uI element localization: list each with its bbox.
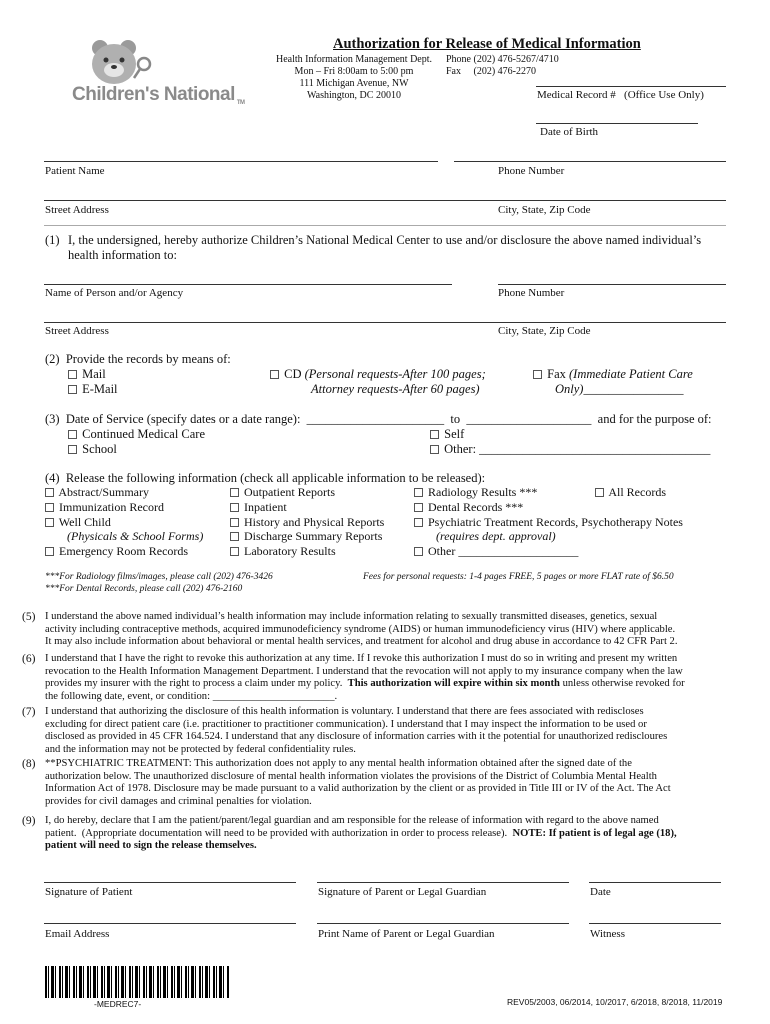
agency-street-label: Street Address xyxy=(45,325,109,337)
all-records-option[interactable]: All Records xyxy=(595,485,666,500)
school-checkbox[interactable] xyxy=(68,445,77,454)
dental-option[interactable]: Dental Records *** xyxy=(414,500,683,515)
checkbox[interactable] xyxy=(230,547,239,556)
hospital-address: Health Information Management Dept. Mon – Fri 8:00am to 5:00 pm 111 Michigan Avenue, NW Washington, DC 20010 xyxy=(275,54,433,101)
logo xyxy=(70,38,260,110)
patient-street-field[interactable] xyxy=(44,200,726,201)
checkbox[interactable] xyxy=(230,503,239,512)
psychiatric-option[interactable]: Psychiatric Treatment Records, Psychotherapy Notes xyxy=(414,515,683,530)
purpose-self-option[interactable]: Self xyxy=(430,427,464,442)
p5-number: (5) xyxy=(22,611,36,623)
inpatient-option[interactable]: Inpatient xyxy=(230,500,384,515)
patient-city-label: City, State, Zip Code xyxy=(498,204,591,216)
parent-signature-field[interactable] xyxy=(317,882,569,883)
mail-checkbox[interactable] xyxy=(68,370,77,379)
fax-checkbox[interactable] xyxy=(533,370,542,379)
agency-phone-label: Phone Number xyxy=(498,287,565,299)
paragraph-5: I understand the above named individual’s health information may include information relating to sexually transmitted diseases, genetics, sexual activity including contraceptive methods, acquired immunodeficiency syndrome (AIDS) or human immunodeficiency virus (HIV) where applicable. It may also include information about behavioral or mental health services, and treatment for alcohol and drug abuse in accordance to 42 CFR Part 2. xyxy=(45,611,678,648)
radiology-note: ***For Radiology films/images, please call (202) 476-3426 xyxy=(45,572,273,582)
patient-signature-label: Signature of Patient xyxy=(45,886,133,898)
revision-dates: REV05/2003, 06/2014, 10/2017, 6/2018, 8/2018, 11/2019 xyxy=(507,997,723,1007)
barcode xyxy=(45,966,230,998)
print-name-field[interactable] xyxy=(317,923,569,924)
checkbox[interactable] xyxy=(45,503,54,512)
patient-phone-label: Phone Number xyxy=(498,165,565,177)
medical-record-field[interactable] xyxy=(536,86,726,87)
checkbox[interactable] xyxy=(45,547,54,556)
delivery-mail-option[interactable]: Mail xyxy=(68,367,106,382)
logo-text: Children's National TM xyxy=(72,84,245,106)
contact-fax: Fax (202) 476-2270 xyxy=(446,66,536,77)
purpose-school-option[interactable]: School xyxy=(68,442,117,457)
email-checkbox[interactable] xyxy=(68,385,77,394)
other-purpose-checkbox[interactable] xyxy=(430,445,439,454)
laboratory-option[interactable]: Laboratory Results xyxy=(230,544,384,559)
section-1-text: I, the undersigned, hereby authorize Children’s National Medical Center to use and/or disclosure the above named individual’s health information to: xyxy=(68,233,702,262)
patient-name-label: Patient Name xyxy=(45,165,105,177)
immunization-option[interactable]: Immunization Record xyxy=(45,500,203,515)
section-1-number: (1) xyxy=(45,233,60,247)
fax-note: Only)________________ xyxy=(555,382,684,396)
checkbox[interactable] xyxy=(230,488,239,497)
all-records-checkbox[interactable] xyxy=(595,488,604,497)
checkbox[interactable] xyxy=(414,518,423,527)
purpose-continued-option[interactable]: Continued Medical Care xyxy=(68,427,205,442)
p9-number: (9) xyxy=(22,815,36,827)
emergency-option[interactable]: Emergency Room Records xyxy=(45,544,203,559)
section-4-title: (4) Release the following information (check all applicable information to be released): xyxy=(45,471,486,485)
agency-phone-field[interactable] xyxy=(498,284,726,285)
well-child-option[interactable]: Well Child xyxy=(45,515,203,530)
teddy-bear-icon xyxy=(80,38,160,86)
separator xyxy=(44,225,726,226)
well-child-note: (Physicals & School Forms) xyxy=(67,529,204,544)
checkbox[interactable] xyxy=(230,518,239,527)
dental-note: ***For Dental Records, please call (202) 476-2160 xyxy=(45,584,243,594)
barcode-label: -MEDREC7- xyxy=(94,999,142,1009)
self-checkbox[interactable] xyxy=(430,430,439,439)
purpose-other-option[interactable]: Other: _____________________________________ xyxy=(430,442,710,457)
email-field[interactable] xyxy=(44,923,296,924)
abstract-option[interactable]: Abstract/Summary xyxy=(45,485,203,500)
paragraph-7: I understand that authorizing the disclosure of this health information is voluntary. I understand that there are fees associated with rediscloses excluding for direct patient care (i.e. practitioner to practitioner communication). I understand that I may inspect the information to be used or disclosed as provided in 45 CFR 164.524. I understand that any disclosure of information carries with it the potential for unauthorized rediscloures and the information may not be protected by federal confidentiality rules. xyxy=(45,706,668,755)
dob-label: Date of Birth xyxy=(540,126,599,138)
agency-name-field[interactable] xyxy=(44,284,452,285)
delivery-cd-option[interactable]: CD (Personal requests-After 100 pages; xyxy=(270,367,486,382)
medical-record-label: Medical Record # (Office Use Only) xyxy=(537,89,704,101)
parent-signature-label: Signature of Parent or Legal Guardian xyxy=(318,886,487,898)
contact-phone: Phone (202) 476-5267/4710 xyxy=(446,54,559,65)
paragraph-6: I understand that I have the right to revoke this authorization at any time. If I revoke this authorization I must do so in writing and present my written revocation to the Health Information Management Department. I understand that the revocation will not apply to my insurance company when the law provides my insurer with the right to process a claim under my policy. This authorization will expire within six month unless otherwise revoked for the following date, event, or condition: _______________________. xyxy=(45,653,685,702)
outpatient-option[interactable]: Outpatient Reports xyxy=(230,485,384,500)
other-records-option[interactable]: Other ____________________ xyxy=(414,544,683,559)
checkbox[interactable] xyxy=(45,518,54,527)
checkbox[interactable] xyxy=(414,488,423,497)
section-3-title: (3) Date of Service (specify dates or a date range): ______________________ to ____________________ and for the purpose of: xyxy=(45,412,712,426)
checkbox[interactable] xyxy=(45,488,54,497)
paragraph-9: I, do hereby, declare that I am the patient/parent/legal guardian and am responsible for the release of information with regard to the above named patient. (Appropriate documentation will need to be provided with authorization in order to process release). NOTE: If patient is of legal age (18), patient will need to sign the release themselves. xyxy=(45,815,677,852)
psychiatric-note: (requires dept. approval) xyxy=(436,529,556,544)
patient-signature-field[interactable] xyxy=(44,882,296,883)
p7-number: (7) xyxy=(22,706,36,718)
cd-note: Attorney requests-After 60 pages) xyxy=(311,382,480,396)
radiology-option[interactable]: Radiology Results *** xyxy=(414,485,683,500)
date-label: Date xyxy=(590,886,611,898)
agency-name-label: Name of Person and/or Agency xyxy=(45,287,184,299)
page-title: Authorization for Release of Medical Information xyxy=(333,36,641,52)
p6-number: (6) xyxy=(22,653,36,665)
section-2-title: (2) Provide the records by means of: xyxy=(45,352,231,366)
checkbox[interactable] xyxy=(230,532,239,541)
paragraph-8: **PSYCHIATRIC TREATMENT: This authorization does not apply to any mental health information obtained after the signed date of the authorization below. The unauthorized disclosure of mental health information violates the provisions of the District of Columbia Mental Health Information Act of 1978. Disclosure may be made pursuant to a valid authorization by the client or as provided in Title III or IV of the Act. The Act provides for civil damages and criminal penalties for violation. xyxy=(45,758,671,807)
p8-number: (8) xyxy=(22,758,36,770)
delivery-email-option[interactable]: E-Mail xyxy=(68,382,118,397)
cd-checkbox[interactable] xyxy=(270,370,279,379)
history-option[interactable]: History and Physical Reports xyxy=(230,515,384,530)
continued-care-checkbox[interactable] xyxy=(68,430,77,439)
dob-field[interactable] xyxy=(536,123,698,124)
patient-name-field[interactable] xyxy=(44,161,438,162)
delivery-fax-option[interactable]: Fax (Immediate Patient Care xyxy=(533,367,693,382)
patient-street-label: Street Address xyxy=(45,204,109,216)
checkbox[interactable] xyxy=(414,547,423,556)
checkbox[interactable] xyxy=(414,503,423,512)
agency-street-field[interactable] xyxy=(44,322,726,323)
release-column-1 xyxy=(45,485,203,559)
release-column-2 xyxy=(230,485,384,559)
witness-label: Witness xyxy=(590,928,625,940)
fees-note: Fees for personal requests: 1-4 pages FREE, 5 pages or more FLAT rate of $6.50 xyxy=(363,572,674,582)
print-name-label: Print Name of Parent or Legal Guardian xyxy=(318,928,495,940)
patient-phone-field[interactable] xyxy=(454,161,726,162)
discharge-option[interactable]: Discharge Summary Reports xyxy=(230,529,384,544)
email-label: Email Address xyxy=(45,928,110,940)
witness-field[interactable] xyxy=(589,923,721,924)
date-field[interactable] xyxy=(589,882,721,883)
agency-city-label: City, State, Zip Code xyxy=(498,325,591,337)
